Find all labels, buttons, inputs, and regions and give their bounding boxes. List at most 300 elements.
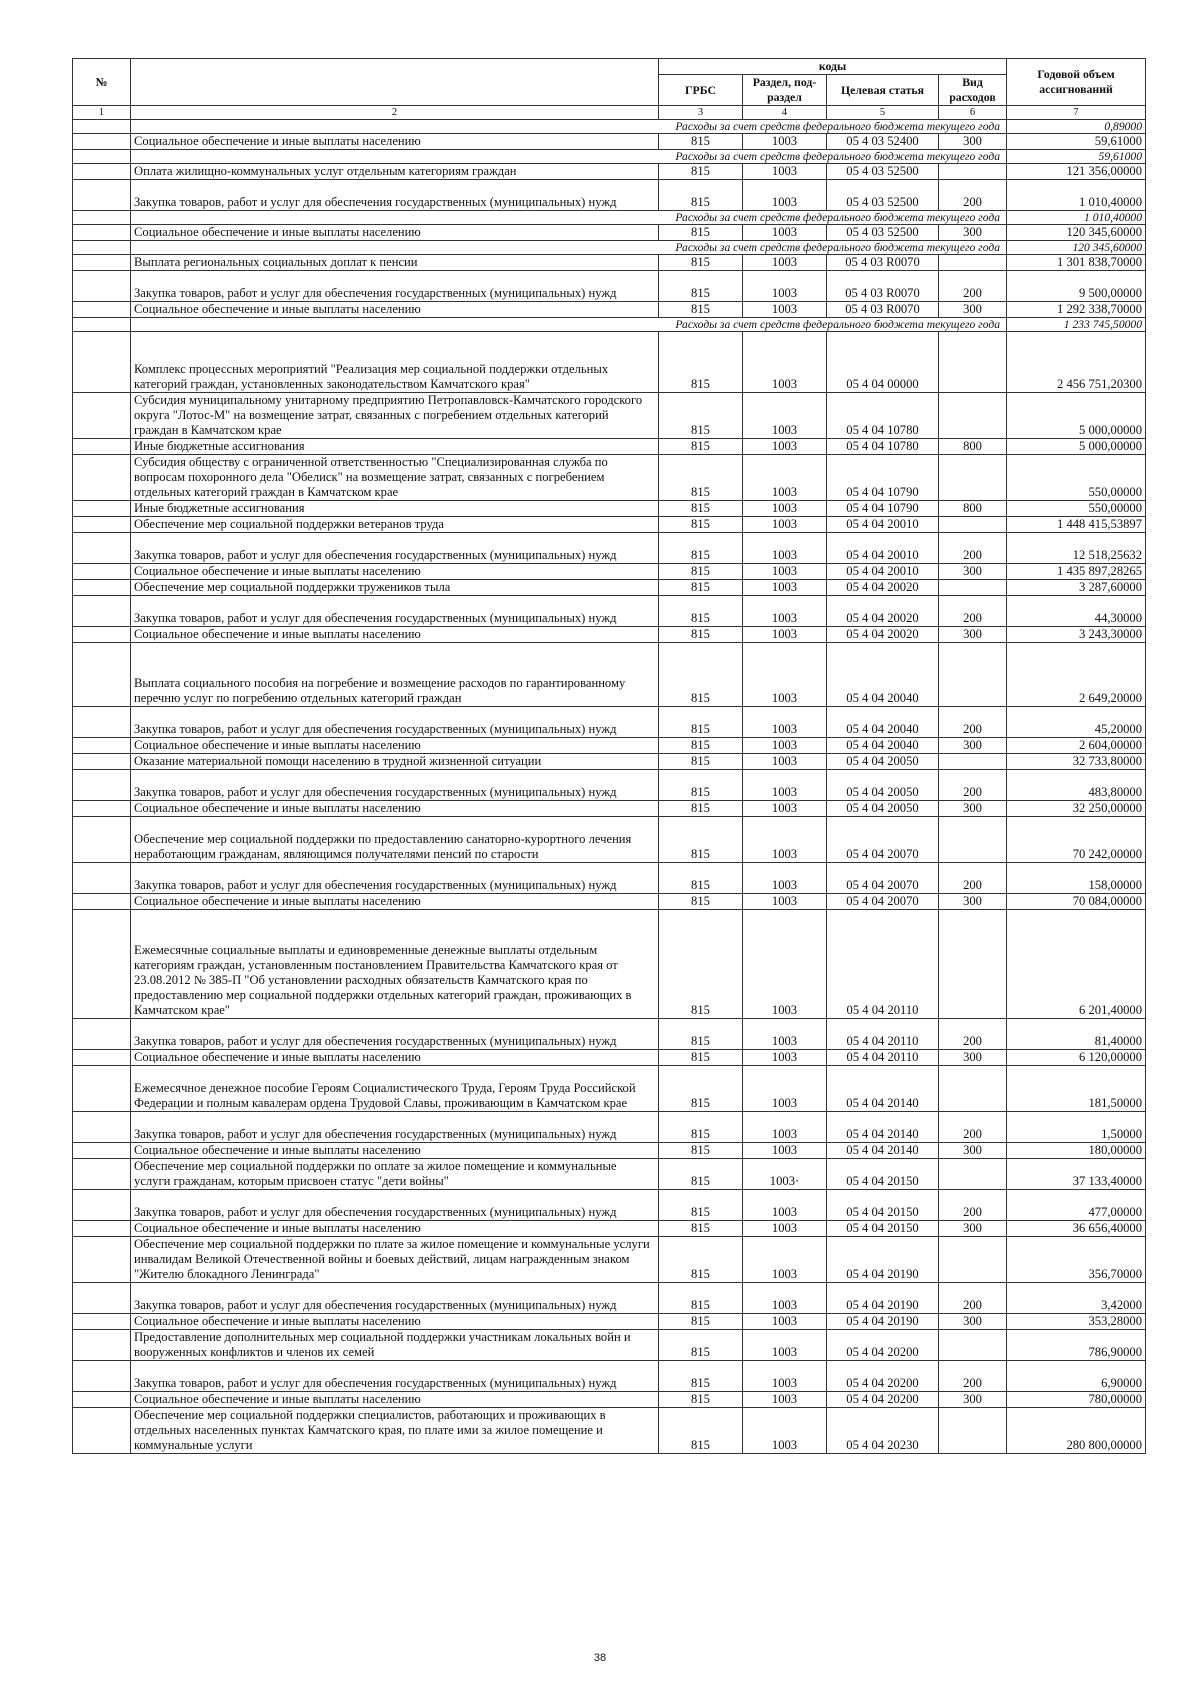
- cell-target: 05 4 03 52500: [827, 164, 939, 180]
- cell-grbs: 815: [659, 707, 743, 738]
- cell-name: Закупка товаров, работ и услуг для обеспечения государственных (муниципальных) нужд: [131, 1361, 659, 1392]
- cell-target: 05 4 04 10790: [827, 501, 939, 517]
- table-row: [73, 817, 1146, 863]
- cell-exp-type: 300: [939, 1392, 1007, 1408]
- cell-amount: 45,20000: [1007, 707, 1146, 738]
- cell-exp-type: 200: [939, 1361, 1007, 1392]
- cell-grbs: 815: [659, 1019, 743, 1050]
- cell-name: Социальное обеспечение и иные выплаты населению: [131, 1392, 659, 1408]
- cell-no: [73, 596, 131, 627]
- table-row: [73, 596, 1146, 627]
- cell-exp-type: [939, 164, 1007, 180]
- cell-no: [73, 817, 131, 863]
- note-text: Расходы за счет средств федерального бюджета текущего года: [131, 120, 1007, 134]
- cell-no: [73, 1392, 131, 1408]
- cell-no: [73, 1143, 131, 1159]
- federal-note-row: [73, 211, 1146, 225]
- federal-note-row: [73, 318, 1146, 332]
- cell-grbs: 815: [659, 910, 743, 1019]
- cell-name: Закупка товаров, работ и услуг для обеспечения государственных (муниципальных) нужд: [131, 863, 659, 894]
- cell-amount: 1 435 897,28265: [1007, 564, 1146, 580]
- cell-target: 05 4 04 00000: [827, 332, 939, 393]
- table-row: [73, 564, 1146, 580]
- cell-no: [73, 738, 131, 754]
- federal-note-row: [73, 150, 1146, 164]
- cell-no: [73, 302, 131, 318]
- cell-target: 05 4 04 20200: [827, 1330, 939, 1361]
- cell-no: [73, 910, 131, 1019]
- cell-exp-type: [939, 643, 1007, 707]
- cell-amount: 483,80000: [1007, 770, 1146, 801]
- cell-no: [73, 1019, 131, 1050]
- cell-name: Обеспечение мер социальной поддержки по плате за жилое помещение и коммунальные услуги инвалидам Великой Отечественной войны и боевых действий, лицам награжденным знаком "Жителю блокадного Ленинграда": [131, 1237, 659, 1283]
- cell-grbs: 815: [659, 164, 743, 180]
- cell-amount: 3 287,60000: [1007, 580, 1146, 596]
- cell-section: 1003: [743, 455, 827, 501]
- cell-exp-type: 300: [939, 1314, 1007, 1330]
- cell-no: [73, 627, 131, 643]
- col-name-header: [131, 59, 659, 106]
- cell-section: 1003: [743, 863, 827, 894]
- cell-grbs: 815: [659, 1392, 743, 1408]
- section-header: Раздел, под-раздел: [743, 75, 827, 106]
- cell-grbs: 815: [659, 1237, 743, 1283]
- cell-grbs: 815: [659, 1190, 743, 1221]
- cell-section: 1003: [743, 501, 827, 517]
- cell-grbs: 815: [659, 1361, 743, 1392]
- cell-grbs: 815: [659, 754, 743, 770]
- cell-target: 05 4 04 10780: [827, 439, 939, 455]
- cell-no: [73, 1283, 131, 1314]
- cell-exp-type: 300: [939, 564, 1007, 580]
- cell-grbs: 815: [659, 180, 743, 211]
- note-text: Расходы за счет средств федерального бюджета текущего года: [131, 318, 1007, 332]
- table-row: [73, 332, 1146, 393]
- cell-target: 05 4 04 20010: [827, 564, 939, 580]
- cell-amount: 59,61000: [1007, 150, 1146, 164]
- table-row: [73, 439, 1146, 455]
- table-row: [73, 180, 1146, 211]
- cell-exp-type: [939, 1066, 1007, 1112]
- cell-no: [73, 332, 131, 393]
- cell-grbs: 815: [659, 627, 743, 643]
- cell-amount: 1 233 745,50000: [1007, 318, 1146, 332]
- cell-no: [73, 164, 131, 180]
- table-row: [73, 1019, 1146, 1050]
- cell-section: 1003: [743, 1361, 827, 1392]
- cell-no: [73, 1330, 131, 1361]
- cell-name: Социальное обеспечение и иные выплаты населению: [131, 134, 659, 150]
- cell-amount: 2 456 751,20300: [1007, 332, 1146, 393]
- cell-name: Закупка товаров, работ и услуг для обеспечения государственных (муниципальных) нужд: [131, 271, 659, 302]
- cell-grbs: 815: [659, 580, 743, 596]
- table-row: [73, 1159, 1146, 1190]
- cell-grbs: 815: [659, 533, 743, 564]
- cell-grbs: 815: [659, 1408, 743, 1454]
- cell-section: 1003: [743, 225, 827, 241]
- cell-grbs: 815: [659, 1314, 743, 1330]
- cell-grbs: 815: [659, 393, 743, 439]
- cell-section: 1003: [743, 801, 827, 817]
- table-row: [73, 863, 1146, 894]
- cell-name: Социальное обеспечение и иные выплаты населению: [131, 1221, 659, 1237]
- cell-name: Закупка товаров, работ и услуг для обеспечения государственных (муниципальных) нужд: [131, 596, 659, 627]
- cell-target: 05 4 04 20040: [827, 707, 939, 738]
- cell-name: Ежемесячное денежное пособие Героям Социалистического Труда, Героям Труда Российской Федерации и полным кавалерам ордена Трудовой Славы, проживающим в Камчатском крае: [131, 1066, 659, 1112]
- cell-no: [73, 455, 131, 501]
- cell-exp-type: 300: [939, 1143, 1007, 1159]
- cell-no: [73, 1112, 131, 1143]
- cell-target: 05 4 04 20140: [827, 1112, 939, 1143]
- table-row: [73, 801, 1146, 817]
- cell-target: 05 4 03 R0070: [827, 271, 939, 302]
- cell-section: 1003: [743, 707, 827, 738]
- cell-no: [73, 754, 131, 770]
- cell-amount: 1 301 838,70000: [1007, 255, 1146, 271]
- cell-target: 05 4 04 20190: [827, 1314, 939, 1330]
- table-row: [73, 302, 1146, 318]
- cell-target: 05 4 04 20140: [827, 1143, 939, 1159]
- cell-no: [73, 517, 131, 533]
- cell-amount: 120 345,60000: [1007, 241, 1146, 255]
- cell-name: Обеспечение мер социальной поддержки по предоставлению санаторно-курортного лечения неработающим гражданам, являющимся получателями пенсий по старости: [131, 817, 659, 863]
- cell-name: Оплата жилищно-коммунальных услуг отдельным категориям граждан: [131, 164, 659, 180]
- cell-no: [73, 707, 131, 738]
- cell-grbs: 815: [659, 643, 743, 707]
- cell-no: [73, 1050, 131, 1066]
- table-row: [73, 1283, 1146, 1314]
- cell-grbs: 815: [659, 225, 743, 241]
- cell-grbs: 815: [659, 271, 743, 302]
- cell-amount: 32 250,00000: [1007, 801, 1146, 817]
- note-text: Расходы за счет средств федерального бюджета текущего года: [131, 211, 1007, 225]
- idx-cell: 1: [73, 106, 131, 120]
- cell-no: [73, 393, 131, 439]
- cell-section: 1003: [743, 580, 827, 596]
- table-row: [73, 225, 1146, 241]
- cell-amount: 6,90000: [1007, 1361, 1146, 1392]
- cell-name: Субсидия муниципальному унитарному предприятию Петропавловск-Камчатского городского округа "Лотос-М" на возмещение затрат, связанных с погребением отдельных категорий граждан в Камчатском крае: [131, 393, 659, 439]
- cell-no: [73, 564, 131, 580]
- cell-name: Закупка товаров, работ и услуг для обеспечения государственных (муниципальных) нужд: [131, 1190, 659, 1221]
- page-number: 38: [593, 1652, 607, 1664]
- table-row: [73, 627, 1146, 643]
- cell-amount: 786,90000: [1007, 1330, 1146, 1361]
- cell-target: 05 4 04 20200: [827, 1392, 939, 1408]
- table-row: [73, 517, 1146, 533]
- table-row: [73, 643, 1146, 707]
- cell-amount: 1 010,40000: [1007, 180, 1146, 211]
- cell-exp-type: 300: [939, 894, 1007, 910]
- table-row: [73, 754, 1146, 770]
- cell-section: 1003: [743, 1314, 827, 1330]
- cell-amount: 1,50000: [1007, 1112, 1146, 1143]
- cell-name: Закупка товаров, работ и услуг для обеспечения государственных (муниципальных) нужд: [131, 1019, 659, 1050]
- cell-amount: 81,40000: [1007, 1019, 1146, 1050]
- cell-name: Обеспечение мер социальной поддержки тружеников тыла: [131, 580, 659, 596]
- cell-target: 05 4 04 20040: [827, 738, 939, 754]
- cell-section: 1003: [743, 1143, 827, 1159]
- table-row: [73, 1066, 1146, 1112]
- cell-target: 05 4 04 20110: [827, 910, 939, 1019]
- cell-no: [73, 1361, 131, 1392]
- cell-name: Иные бюджетные ассигнования: [131, 439, 659, 455]
- cell-name: Закупка товаров, работ и услуг для обеспечения государственных (муниципальных) нужд: [131, 770, 659, 801]
- cell-section: 1003: [743, 1112, 827, 1143]
- idx-cell: 2: [131, 106, 659, 120]
- cell-no: [73, 1066, 131, 1112]
- cell-section: 1003: [743, 596, 827, 627]
- cell-amount: 550,00000: [1007, 501, 1146, 517]
- cell-target: 05 4 04 20230: [827, 1408, 939, 1454]
- cell-name: Обеспечение мер социальной поддержки ветеранов труда: [131, 517, 659, 533]
- cell-exp-type: 800: [939, 439, 1007, 455]
- cell-amount: 36 656,40000: [1007, 1221, 1146, 1237]
- cell-name: Социальное обеспечение и иные выплаты населению: [131, 894, 659, 910]
- cell-exp-type: 200: [939, 707, 1007, 738]
- cell-section: 1003: [743, 517, 827, 533]
- cell-section: 1003: [743, 393, 827, 439]
- cell-name: Иные бюджетные ассигнования: [131, 501, 659, 517]
- table-row: [73, 501, 1146, 517]
- cell-no: [73, 501, 131, 517]
- cell-no: [73, 271, 131, 302]
- cell-section: 1003: [743, 180, 827, 211]
- cell-section: 1003: [743, 738, 827, 754]
- cell-name: Социальное обеспечение и иные выплаты населению: [131, 1143, 659, 1159]
- cell-section: 1003: [743, 894, 827, 910]
- cell-target: 05 4 04 20070: [827, 894, 939, 910]
- federal-note-row: [73, 241, 1146, 255]
- cell-amount: 9 500,00000: [1007, 271, 1146, 302]
- column-index-row: [73, 106, 1146, 120]
- cell-amount: 181,50000: [1007, 1066, 1146, 1112]
- cell-no: [73, 1190, 131, 1221]
- cell-section: 1003: [743, 164, 827, 180]
- cell-grbs: 815: [659, 1159, 743, 1190]
- cell-name: Выплата региональных социальных доплат к пенсии: [131, 255, 659, 271]
- cell-exp-type: [939, 393, 1007, 439]
- cell-name: Социальное обеспечение и иные выплаты населению: [131, 302, 659, 318]
- cell-target: 05 4 04 20150: [827, 1221, 939, 1237]
- cell-amount: 780,00000: [1007, 1392, 1146, 1408]
- cell-target: 05 4 04 20050: [827, 770, 939, 801]
- cell-grbs: 815: [659, 564, 743, 580]
- cell-exp-type: 300: [939, 134, 1007, 150]
- cell-name: Выплата социального пособия на погребение и возмещение расходов по гарантированному перечню услуг по погребению отдельных категорий граждан: [131, 643, 659, 707]
- cell-target: 05 4 04 20070: [827, 863, 939, 894]
- federal-note-row: [73, 120, 1146, 134]
- cell-no: [73, 211, 131, 225]
- cell-grbs: 815: [659, 894, 743, 910]
- table-row: [73, 1361, 1146, 1392]
- cell-target: 05 4 04 20020: [827, 596, 939, 627]
- cell-amount: 6 120,00000: [1007, 1050, 1146, 1066]
- cell-grbs: 815: [659, 1283, 743, 1314]
- table-row: [73, 1143, 1146, 1159]
- cell-exp-type: 200: [939, 1190, 1007, 1221]
- cell-amount: 353,28000: [1007, 1314, 1146, 1330]
- cell-section: 1003: [743, 817, 827, 863]
- table-row: [73, 1408, 1146, 1454]
- cell-grbs: 815: [659, 134, 743, 150]
- cell-target: 05 4 04 20010: [827, 517, 939, 533]
- cell-section: 1003: [743, 1050, 827, 1066]
- cell-exp-type: 300: [939, 801, 1007, 817]
- cell-amount: 120 345,60000: [1007, 225, 1146, 241]
- table-row: [73, 910, 1146, 1019]
- cell-amount: 32 733,80000: [1007, 754, 1146, 770]
- cell-no: [73, 180, 131, 211]
- cell-section: 1003: [743, 1221, 827, 1237]
- table-row: [73, 164, 1146, 180]
- cell-no: [73, 1408, 131, 1454]
- cell-no: [73, 134, 131, 150]
- table-row: [73, 271, 1146, 302]
- cell-target: 05 4 03 52500: [827, 225, 939, 241]
- table-row: [73, 1330, 1146, 1361]
- table-row: [73, 738, 1146, 754]
- cell-exp-type: 300: [939, 1221, 1007, 1237]
- cell-no: [73, 1159, 131, 1190]
- cell-name: Закупка товаров, работ и услуг для обеспечения государственных (муниципальных) нужд: [131, 707, 659, 738]
- cell-target: 05 4 04 20020: [827, 580, 939, 596]
- cell-amount: 5 000,00000: [1007, 439, 1146, 455]
- cell-exp-type: [939, 455, 1007, 501]
- cell-name: Предоставление дополнительных мер социальной поддержки участникам локальных войн и вооруженных конфликтов и членов их семей: [131, 1330, 659, 1361]
- cell-exp-type: 300: [939, 627, 1007, 643]
- cell-section: 1003: [743, 754, 827, 770]
- cell-amount: 2 649,20000: [1007, 643, 1146, 707]
- table-row: [73, 580, 1146, 596]
- budget-table-sheet: [72, 58, 1145, 1454]
- cell-name: Социальное обеспечение и иные выплаты населению: [131, 225, 659, 241]
- cell-target: 05 4 04 20150: [827, 1190, 939, 1221]
- cell-section: 1003: [743, 1283, 827, 1314]
- table-row: [73, 894, 1146, 910]
- cell-grbs: 815: [659, 1221, 743, 1237]
- cell-section: 1003: [743, 134, 827, 150]
- cell-target: 05 4 03 R0070: [827, 255, 939, 271]
- exp-type-header: Вид расходов: [939, 75, 1007, 106]
- cell-no: [73, 1221, 131, 1237]
- cell-target: 05 4 04 20190: [827, 1237, 939, 1283]
- idx-cell: 7: [1007, 106, 1146, 120]
- cell-no: [73, 863, 131, 894]
- cell-grbs: 815: [659, 738, 743, 754]
- cell-exp-type: 200: [939, 271, 1007, 302]
- cell-grbs: 815: [659, 501, 743, 517]
- cell-amount: 59,61000: [1007, 134, 1146, 150]
- cell-no: [73, 150, 131, 164]
- header-row-1: [73, 59, 1146, 75]
- cell-no: [73, 894, 131, 910]
- idx-cell: 6: [939, 106, 1007, 120]
- cell-target: 05 4 04 10790: [827, 455, 939, 501]
- cell-target: 05 4 04 20140: [827, 1066, 939, 1112]
- cell-grbs: 815: [659, 455, 743, 501]
- cell-name: Закупка товаров, работ и услуг для обеспечения государственных (муниципальных) нужд: [131, 180, 659, 211]
- idx-cell: 5: [827, 106, 939, 120]
- cell-amount: 37 133,40000: [1007, 1159, 1146, 1190]
- cell-section: 1003: [743, 302, 827, 318]
- cell-grbs: 815: [659, 596, 743, 627]
- cell-name: Закупка товаров, работ и услуг для обеспечения государственных (муниципальных) нужд: [131, 1283, 659, 1314]
- cell-name: Закупка товаров, работ и услуг для обеспечения государственных (муниципальных) нужд: [131, 533, 659, 564]
- cell-exp-type: [939, 1408, 1007, 1454]
- idx-cell: 3: [659, 106, 743, 120]
- cell-exp-type: 200: [939, 533, 1007, 564]
- cell-no: [73, 120, 131, 134]
- cell-grbs: 815: [659, 1050, 743, 1066]
- cell-exp-type: 300: [939, 1050, 1007, 1066]
- budget-table: [72, 58, 1146, 1454]
- cell-amount: 12 518,25632: [1007, 533, 1146, 564]
- cell-section: 1003: [743, 271, 827, 302]
- cell-section: 1003: [743, 1392, 827, 1408]
- cell-no: [73, 241, 131, 255]
- cell-exp-type: 200: [939, 1019, 1007, 1050]
- table-row: [73, 393, 1146, 439]
- cell-name: Оказание материальной помощи населению в трудной жизненной ситуации: [131, 754, 659, 770]
- cell-exp-type: 200: [939, 1283, 1007, 1314]
- table-row: [73, 1314, 1146, 1330]
- cell-amount: 3,42000: [1007, 1283, 1146, 1314]
- note-text: Расходы за счет средств федерального бюджета текущего года: [131, 241, 1007, 255]
- cell-target: 05 4 04 20110: [827, 1019, 939, 1050]
- table-row: [73, 255, 1146, 271]
- cell-target: 05 4 03 52500: [827, 180, 939, 211]
- cell-section: 1003: [743, 1190, 827, 1221]
- cell-target: 05 4 04 20150: [827, 1159, 939, 1190]
- cell-exp-type: [939, 754, 1007, 770]
- table-row: [73, 707, 1146, 738]
- cell-exp-type: 200: [939, 863, 1007, 894]
- cell-amount: 6 201,40000: [1007, 910, 1146, 1019]
- cell-section: 1003: [743, 1330, 827, 1361]
- cell-grbs: 815: [659, 1066, 743, 1112]
- cell-no: [73, 643, 131, 707]
- cell-exp-type: 200: [939, 1112, 1007, 1143]
- cell-section: 1003: [743, 627, 827, 643]
- cell-name: Социальное обеспечение и иные выплаты населению: [131, 1050, 659, 1066]
- cell-section: 1003: [743, 643, 827, 707]
- cell-target: 05 4 04 20010: [827, 533, 939, 564]
- cell-amount: 2 604,00000: [1007, 738, 1146, 754]
- cell-exp-type: [939, 1237, 1007, 1283]
- cell-section: 1003: [743, 910, 827, 1019]
- idx-cell: 4: [743, 106, 827, 120]
- note-text: Расходы за счет средств федерального бюджета текущего года: [131, 150, 1007, 164]
- cell-exp-type: [939, 580, 1007, 596]
- table-row: [73, 1190, 1146, 1221]
- cell-grbs: 815: [659, 332, 743, 393]
- cell-section: 1003: [743, 332, 827, 393]
- cell-grbs: 815: [659, 1330, 743, 1361]
- cell-no: [73, 801, 131, 817]
- cell-no: [73, 225, 131, 241]
- cell-target: 05 4 04 20200: [827, 1361, 939, 1392]
- cell-amount: 550,00000: [1007, 455, 1146, 501]
- table-row: [73, 1221, 1146, 1237]
- cell-no: [73, 1314, 131, 1330]
- cell-name: Социальное обеспечение и иные выплаты населению: [131, 801, 659, 817]
- cell-name: Социальное обеспечение и иные выплаты населению: [131, 627, 659, 643]
- cell-section: 1003: [743, 439, 827, 455]
- cell-exp-type: 800: [939, 501, 1007, 517]
- table-row: [73, 1050, 1146, 1066]
- cell-target: 05 4 04 20070: [827, 817, 939, 863]
